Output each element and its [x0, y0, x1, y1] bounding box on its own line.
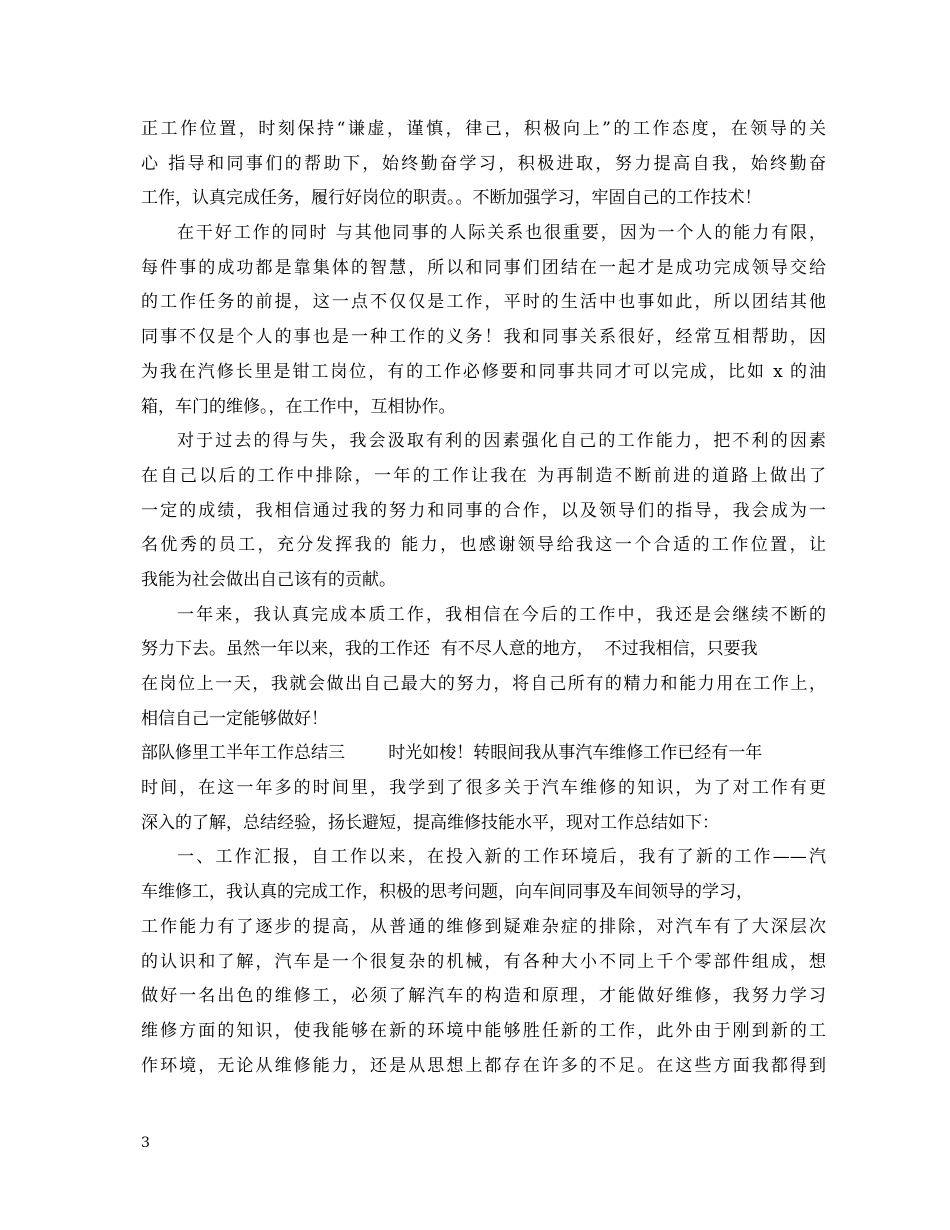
paragraph-start-line: 一年来，我认真完成本质工作，我相信在今后的工作中，我还是会继续不断的 — [177, 604, 826, 625]
text-line: 为我在汽修长里是钳工岗位，有的工作必修要和同事共同才可以完成，比如 x 的油 — [141, 361, 826, 382]
text-line: 的认识和了解，汽车是一个很复杂的机械，有各种大小不同上千个零部件组成，想 — [141, 951, 826, 972]
text-line: 正工作位置，时刻保持“谦虚，谨慎，律己，积极向上”的工作态度，在领导的关 — [141, 119, 826, 139]
text-line: 一定的成绩，我相信通过我的努力和同事的合作，以及领导们的指导，我会成为一 — [141, 500, 826, 521]
text-line: 每件事的成功都是靠集体的智慧，所以和同事们团结在一起才是成功完成领导交给 — [141, 257, 826, 278]
paragraph-start-line: 对于过去的得与失，我会汲取有利的因素强化自己的工作能力，把不利的因素 — [177, 431, 826, 452]
text-line: 工作，认真完成任务，履行好岗位的职责。。不断加强学习，牢固自己的工作技术！ — [141, 188, 762, 209]
section-heading-line: 部队修里工半年工作总结三 时光如梭！转眼间我从事汽车维修工作已经有一年 — [141, 743, 763, 764]
text-line: 努力下去。虽然一年以来，我的工作还 有不尽人意的地方， 不过我相信，只要我 — [141, 639, 758, 660]
text-line: 工作能力有了逐步的提高，从普通的维修到疑难杂症的排除，对汽车有了大深层次 — [141, 916, 826, 937]
page-number: 3 — [141, 1135, 150, 1151]
text-line: 作环境，无论从维修能力，还是从思想上都存在许多的不足。在这些方面我都得到 — [141, 1055, 826, 1076]
text-line: 做好一名出色的维修工，必须了解汽车的构造和原理，才能做好维修，我努力学习 — [141, 986, 826, 1007]
text-line: 我能为社会做出自己该有的贡献。 — [141, 569, 396, 590]
text-line: 车维修工，我认真的完成工作，积极的思考问题，向车间同事及车间领导的学习， — [141, 882, 753, 903]
text-line: 同事不仅是个人的事也是一种工作的义务！我和同事关系很好，经常互相帮助，因 — [141, 327, 826, 348]
text-line: 在自己以后的工作中排除，一年的工作让我在 为再制造不断前进的道路上做出了 — [141, 465, 826, 486]
text-line: 在岗位上一天，我就会做出自己最大的努力，将自己所有的精力和能力用在工作上， — [141, 674, 826, 694]
text-line: 时间，在这一年多的时间里，我学到了很多关于汽车维修的知识，为了对工作有更 — [141, 778, 826, 799]
paragraph-start-line: 一、工作汇报，自工作以来，在投入新的工作环境后，我有了新的工作——汽 — [177, 847, 826, 868]
text-line: 箱，车门的维修。，在工作中，互相协作。 — [141, 396, 456, 417]
paragraph-start-line: 在干好工作的同时 与其他同事的人际关系也很重要，因为一个人的能力有限， — [177, 223, 826, 244]
document-body — [141, 112, 826, 1083]
text-line: 深入的了解，总结经验，扬长避短，提高维修技能水平，现对工作总结如下： — [141, 812, 719, 833]
text-line: 相信自己一定能够做好！ — [141, 708, 328, 729]
text-line: 的工作任务的前提，这一点不仅仅是工作，平时的生活中也事如此，所以团结其他 — [141, 292, 826, 313]
text-line: 心 指导和同事们的帮助下，始终勤奋学习，积极进取，努力提高自我，始终勤奋 — [141, 153, 826, 174]
text-line: 维修方面的知识，使我能够在新的环境中能够胜任新的工作，此外由于刚到新的工 — [141, 1020, 826, 1041]
text-line: 名优秀的员工，充分发挥我的 能力，也感谢领导给我这一个合适的工作位置，让 — [141, 535, 826, 556]
